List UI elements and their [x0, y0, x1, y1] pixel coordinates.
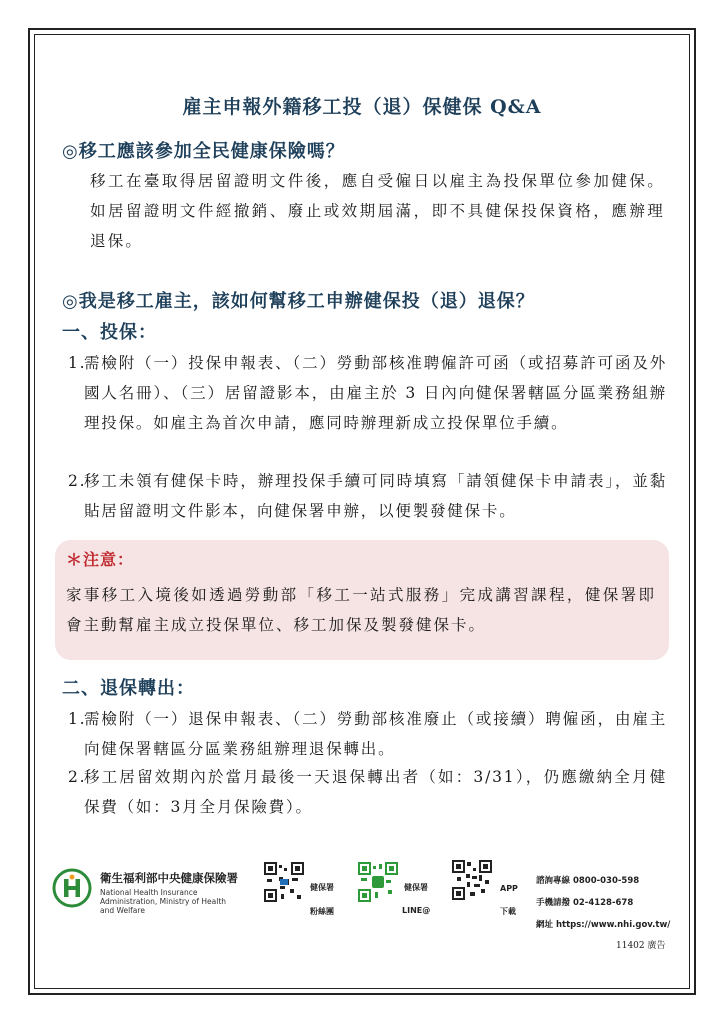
note-text: 家事移工入境後如透過勞動部「移工一站式服務」完成講習課程，健保署即會主動幫雇主成立投保單位、移工加保及製發健保卡。	[66, 586, 656, 634]
mobile-text: 手機請撥 02-4128-678	[536, 898, 634, 908]
document-title: 雇主申報外籍移工投（退）保健保 Q&A	[182, 96, 542, 118]
hotline-text: 諮詢專線 0800-030-598	[536, 876, 640, 886]
item-number: 2.	[68, 472, 87, 490]
org-name-cn: 衛生福利部中央健康保險署	[100, 871, 238, 885]
item-text: 移工居留效期內於當月最後一天退保轉出者（如：3/31），仍應繳納全月健保費（如：3月全月保險費）。	[84, 768, 667, 816]
line-label-1: 健保署	[404, 883, 428, 892]
app-qr-icon[interactable]	[452, 860, 492, 900]
withdraw-item-2	[62, 762, 667, 822]
question-1-answer: 移工在臺取得居留證明文件後，應自受僱日以雇主為投保單位參加健保。如居留證明文件經撤銷、廢止或效期屆滿，即不具健保投保資格，應辦理退保。	[90, 172, 665, 250]
item-text: 移工未領有健保卡時，辦理投保手續可同時填寫「請領健保卡申請表」，並黏貼居留證明文件影本，向健保署申辦，以便製發健保卡。	[84, 472, 667, 520]
section-withdraw-title: 二、退保轉出：	[62, 678, 195, 699]
enroll-item-2	[62, 466, 667, 526]
website-link[interactable]: 網址 https://www.nhi.gov.tw/	[536, 920, 671, 930]
fanpage-label-2: 粉絲團	[310, 907, 334, 916]
note-title: ＊注意：	[66, 550, 135, 569]
enroll-item-1	[62, 348, 667, 438]
org-name-en: National Health Insurance Administration, Ministry of Health and Welfare	[100, 888, 227, 915]
item-text: 需檢附（一）退保申報表、（二）勞動部核准廢止（或接續）聘僱函，由雇主向健保署轄區分區業務組辦理退保轉出。	[84, 710, 667, 758]
item-text: 需檢附（一）投保申報表、（二）勞動部核准聘僱許可函（或招募許可函及外國人名冊）、（三）居留證影本，由雇主於 3 日內向健保署轄區分區業務組辦理投保。如雇主為首次申請，應同時辦理新成立投保單位手續。	[84, 354, 667, 432]
fanpage-label-1: 健保署	[310, 883, 334, 892]
item-number: 1.	[68, 354, 87, 372]
line-qr-icon[interactable]	[358, 862, 398, 902]
withdraw-item-1	[62, 704, 667, 764]
app-label-2: 下載	[500, 907, 516, 916]
item-number: 2.	[68, 768, 87, 786]
question-2-heading: ◎我是移工雇主，該如何幫移工申辦健保投（退）退保？	[62, 291, 535, 312]
app-label-1: APP	[500, 884, 518, 893]
fanpage-qr-icon[interactable]	[264, 862, 304, 902]
question-1-heading: ◎移工應該參加全民健康保險嗎？	[62, 141, 345, 162]
item-number: 1.	[68, 710, 87, 728]
section-enroll-title: 一、投保：	[62, 322, 157, 343]
nhi-logo-icon	[52, 868, 92, 908]
ad-number: 11402 廣告	[616, 941, 666, 951]
line-label-2: LINE@	[402, 906, 431, 915]
